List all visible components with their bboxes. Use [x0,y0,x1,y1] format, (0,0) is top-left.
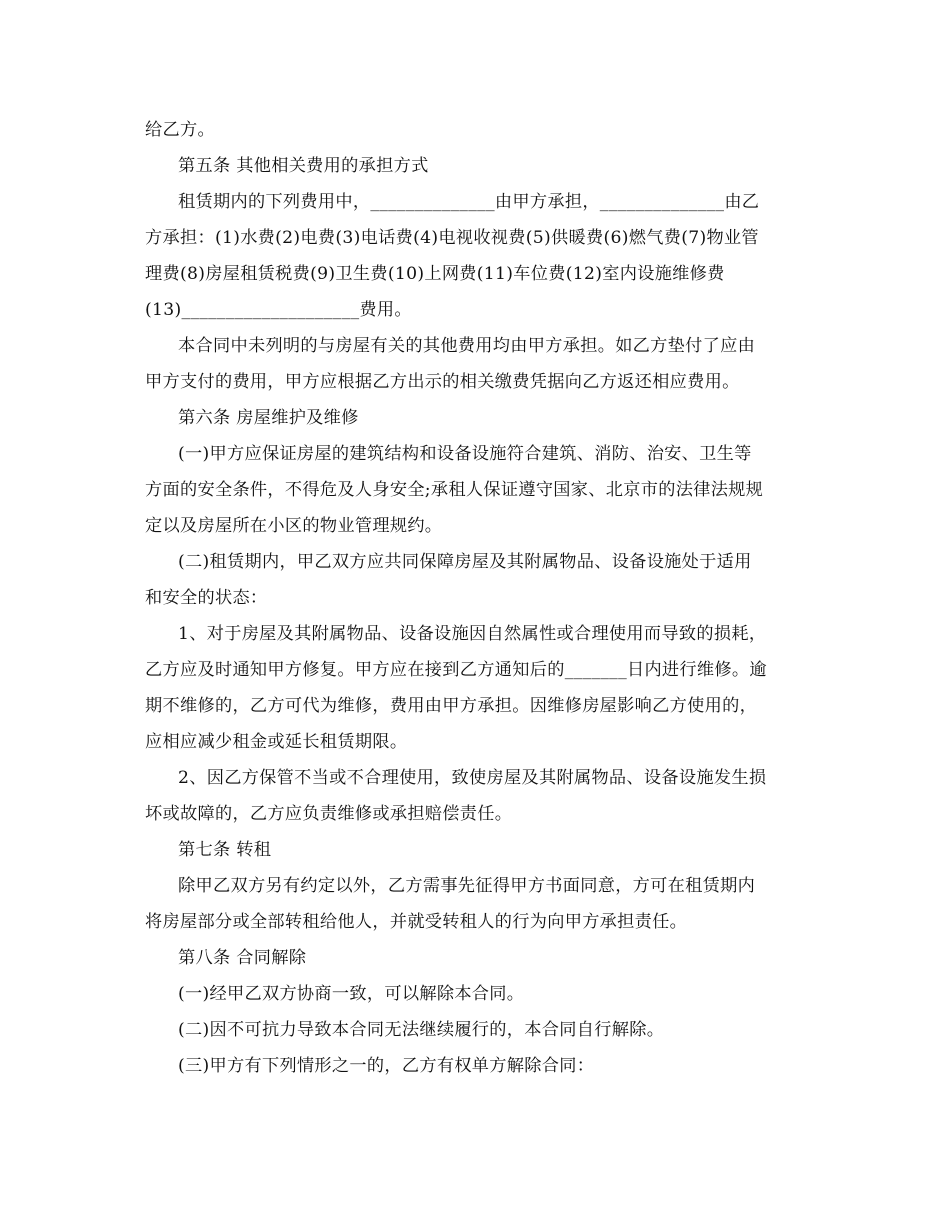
article-heading: 第八条 合同解除 [178,948,307,968]
text-line: (三)甲方有下列情形之一的，乙方有权单方解除合同： [178,1056,595,1076]
text-line: 应相应减少租金或延长租赁期限。 [145,732,408,752]
text-line: 租赁期内的下列费用中，______________由甲方承担，______________由乙 [178,192,760,212]
text-line: 坏或故障的，乙方应负责维修或承担赔偿责任。 [145,804,513,824]
text-line: (一)经甲乙双方协商一致，可以解除本合同。 [178,984,525,1004]
text-line: (二)因不可抗力导致本合同无法继续履行的，本合同自行解除。 [178,1020,665,1040]
text-line: 将房屋部分或全部转租给他人，并就受转租人的行为向甲方承担责任。 [145,912,688,932]
text-line: (二)租赁期内，甲乙双方应共同保障房屋及其附属物品、设备设施处于适用 [178,552,752,572]
article-heading: 第六条 房屋维护及维修 [178,408,359,428]
text-line: 方承担：(1)水费(2)电费(3)电话费(4)电视收视费(5)供暖费(6)燃气费(7)物业管 [145,228,759,248]
text-line: 给乙方。 [145,120,215,140]
text-line: 定以及房屋所在小区的物业管理规约。 [145,516,443,536]
text-line: (13)____________________费用。 [145,300,412,320]
text-line: 本合同中未列明的与房屋有关的其他费用均由甲方承担。如乙方垫付了应由 [178,336,756,356]
text-line: 期不维修的，乙方可代为维修，费用由甲方承担。因维修房屋影响乙方使用的， [145,696,758,716]
text-line: 和安全的状态： [145,588,268,608]
text-line: (一)甲方应保证房屋的建筑结构和设备设施符合建筑、消防、治安、卫生等 [178,444,752,464]
document-page [145,112,810,1084]
text-line: 乙方应及时通知甲方修复。甲方应在接到乙方通知后的_______日内进行维修。逾 [145,660,767,680]
text-line: 除甲乙双方另有约定以外，乙方需事先征得甲方书面同意，方可在租赁期内 [178,876,756,896]
article-heading: 第七条 转租 [178,840,272,860]
article-heading: 第五条 其他相关费用的承担方式 [178,156,429,176]
text-line: 方面的安全条件，不得危及人身安全;承租人保证遵守国家、北京市的法律法规规 [145,480,764,500]
text-line: 1、对于房屋及其附属物品、设备设施因自然属性或合理使用而导致的损耗， [178,624,767,644]
text-line: 甲方支付的费用，甲方应根据乙方出示的相关缴费凭据向乙方返还相应费用。 [145,372,740,392]
text-line: 理费(8)房屋租赁税费(9)卫生费(10)上网费(11)车位费(12)室内设施维修费 [145,264,725,284]
text-line: 2、因乙方保管不当或不合理使用，致使房屋及其附属物品、设备设施发生损 [178,768,767,788]
